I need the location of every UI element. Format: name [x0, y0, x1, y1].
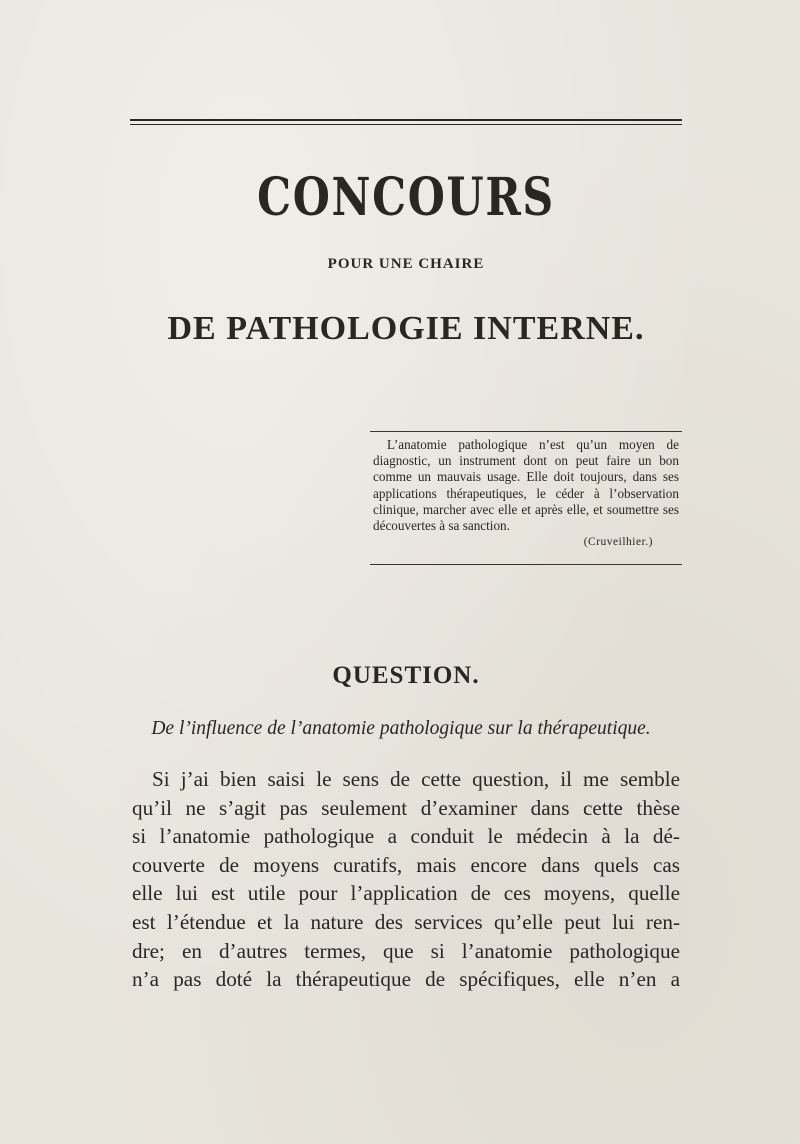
- epigraph-rule-top: [370, 431, 682, 432]
- body-line: n’a pas doté la thérapeutique de spécifiques, elle n’en a: [132, 967, 680, 992]
- subtitle-large: DE PATHOLOGIE INTERNE.: [167, 310, 645, 347]
- question-heading: QUESTION.: [332, 662, 480, 689]
- header-rule-thin: [130, 124, 682, 125]
- body-line: Si j’ai bien saisi le sens de cette question, il me semble: [152, 767, 680, 791]
- body-line: si l’anatomie pathologique a conduit le médecin à la dé-: [132, 824, 680, 849]
- epigraph-text: L’anatomie pathologique n’est qu’un moyen de diagnostic, un instrument dont on peut faire un bon comme un mauvais usage. Elle doit toujours, dans ses applications thérapeutiques, le céder à l’observation clinique, marcher avec elle et après elle, et soumettre ses découvertes à sa sanction.: [373, 437, 679, 534]
- body-line: qu’il ne s’agit pas seulement d’examiner dans cette thèse: [132, 795, 680, 820]
- epigraph: [373, 437, 679, 550]
- body-line: elle lui est utile pour l’application de ces moyens, quelle: [132, 881, 680, 906]
- question-subject: De l’influence de l’anatomie pathologique sur la thérapeutique.: [151, 718, 651, 739]
- epigraph-attribution: (Cruveilhier.): [583, 536, 653, 549]
- page-title: CONCOURS: [257, 167, 555, 228]
- body-line: dre; en d’autres termes, que si l’anatomie pathologique: [132, 938, 680, 963]
- subtitle-small: POUR UNE CHAIRE: [327, 256, 485, 272]
- body-line: est l’étendue et la nature des services qu’elle peut lui ren-: [132, 909, 680, 934]
- header-rule-thick: [130, 119, 682, 121]
- body-line: couverte de moyens curatifs, mais encore dans quels cas: [132, 852, 680, 877]
- body-paragraph: [132, 765, 680, 994]
- epigraph-rule-bottom: [370, 564, 682, 565]
